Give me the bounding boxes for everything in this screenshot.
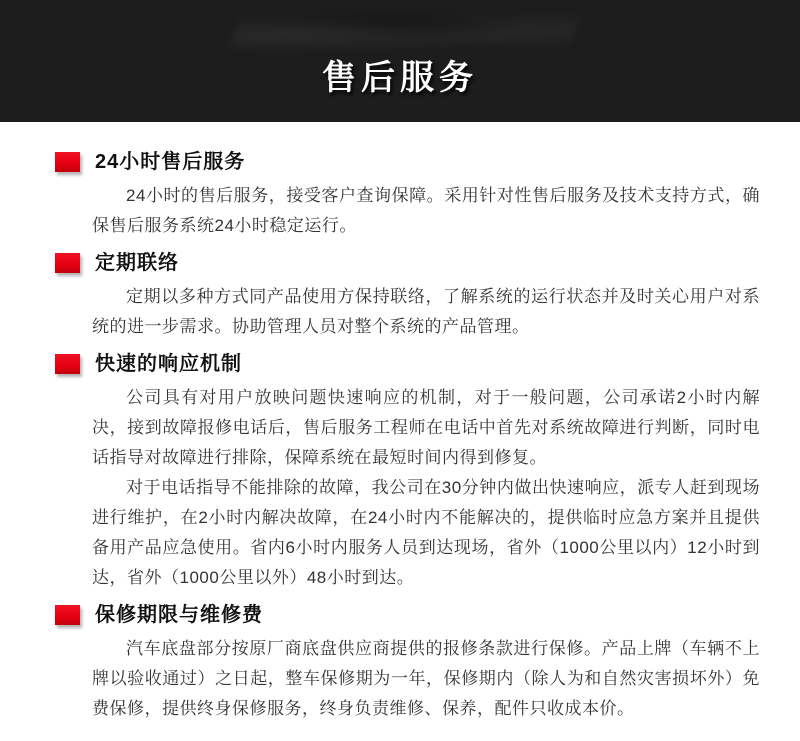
watermark-smudge [229,12,581,50]
section-header-row [55,148,760,176]
red-square-bullet-icon [55,605,80,625]
section-heading: 快速的响应机制 [95,353,242,375]
section-paragraph: 公司具有对用户放映问题快速响应的机制，对于一般问题，公司承诺2小时内解决，接到故障报修电话后，售后服务工程师在电话中首先对系统故障进行判断，同时电话指导对故障进行排除，保障系统在最短时间内得到修复。 [92,388,760,467]
section-paragraph: 对于电话指导不能排除的故障，我公司在30分钟内做出快速响应，派专人赶到现场进行维护，在2小时内解决故障，在24小时内不能解决的，提供临时应急方案并且提供备用产品应急使用。省内6小时内服务人员到达现场，省外（1000公里以内）12小时到达，省外（1000公里以外）48小时到达。 [92,478,760,587]
section-heading: 定期联络 [95,252,179,274]
section-paragraph: 汽车底盘部分按原厂商底盘供应商提供的报修条款进行保修。产品上牌（车辆不上牌以验收通过）之日起，整车保修期为一年，保修期内（除人为和自然灾害损坏外）免费保修，提供终身保修服务，终身负责维修、保养，配件只收成本价。 [92,639,760,718]
service-section [55,601,760,724]
red-square-bullet-icon [55,152,80,172]
sections [55,148,760,724]
section-header-row [55,249,760,277]
section-heading: 保修期限与维修费 [95,604,263,626]
service-section [55,249,760,342]
section-heading: 24小时售后服务 [95,151,246,173]
page-title: 售后服务 [322,59,478,97]
section-header-row [55,601,760,629]
section-header-row [55,350,760,378]
section-paragraph: 24小时的售后服务，接受客户查询保障。采用针对性售后服务及技术支持方式，确保售后服务系统24小时稳定运行。 [92,186,760,235]
service-section [55,350,760,593]
red-square-bullet-icon [55,354,80,374]
section-paragraph: 定期以多种方式同产品使用方保持联络，了解系统的运行状态并及时关心用户对系统的进一步需求。协助管理人员对整个系统的产品管理。 [92,287,760,336]
header-banner [0,0,800,122]
service-section [55,148,760,241]
red-square-bullet-icon [55,253,80,273]
content-area [0,122,800,724]
